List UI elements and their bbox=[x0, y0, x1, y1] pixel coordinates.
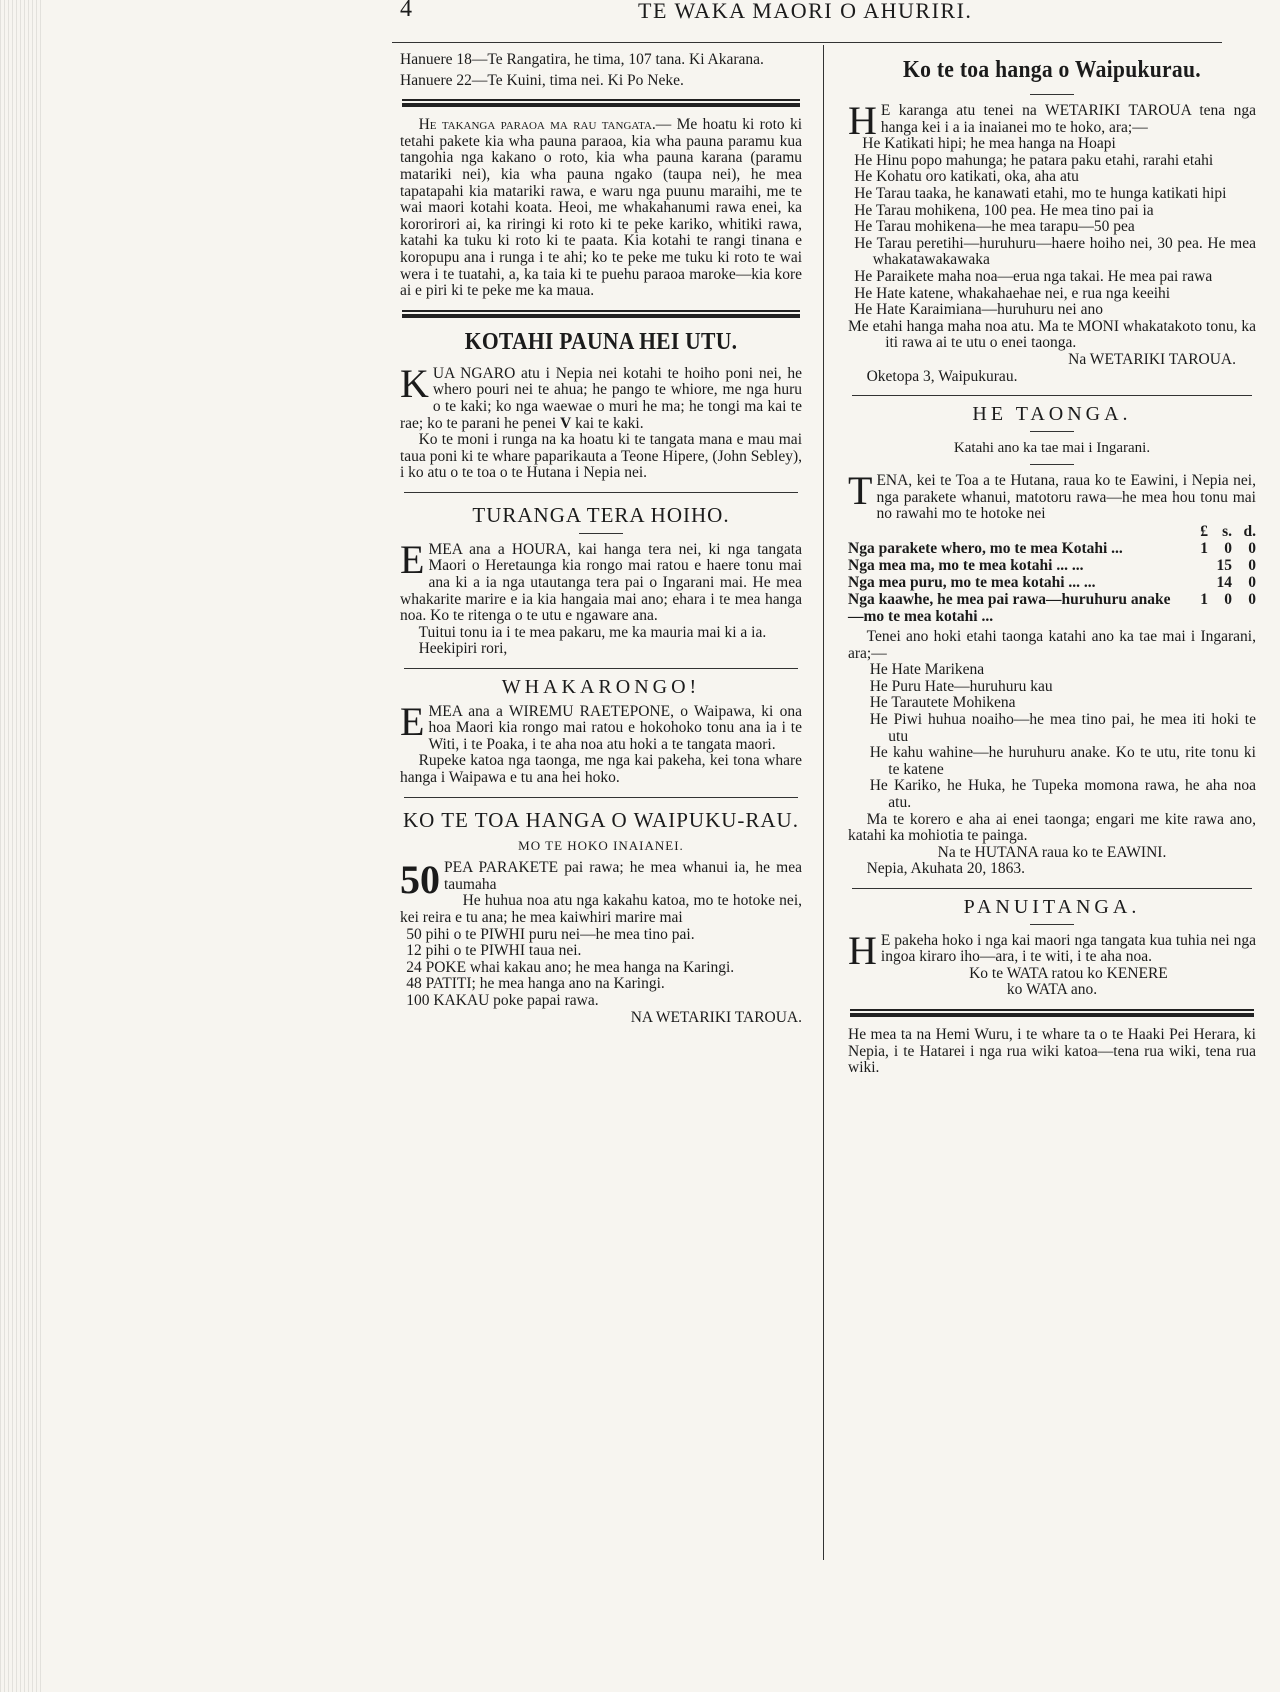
price-row bbox=[848, 557, 1256, 574]
double-rule bbox=[402, 310, 800, 318]
taonga-date: Nepia, Akuhata 20, 1863. bbox=[866, 860, 1026, 878]
binding-edge bbox=[0, 0, 42, 1692]
listen-notice bbox=[400, 676, 802, 787]
currency-shillings: s. bbox=[1222, 523, 1232, 541]
saddle-heading: TURANGA TERA HOIHO. bbox=[472, 502, 730, 527]
shipping-line: Hanuere 22—Te Kuini, tima nei. Ki Po Neke. bbox=[400, 71, 684, 89]
recipe-body: Me hoatu ki roto ki tetahi pakete kia wha pauna paraoa, kia wha pauna paramu kua tangohia nga kakano o roto, kia wha pauna karana (paramu matariki nei), kia wha pauna ngako (taupa nei), he mea tapatapahi kia matariki rawa, e waru nga puunu maraihi, me te wai maori kotahi koata. Heoi, me whakahanumi rawa enei, ka kororirori ai, ka riringi ki roto ki te peke kariko, whitiki rawa, katahi ka tuku ki roto ki te paata. Kia kotahi te rangi tinana e koropupu ana i runga i te ahi; ko te peke me tuku ki roto te wai wera i te tuatahi, a, ka taia ki te puehu paraoa maroke—kia kore ai e piri ki te peke me ka maua. bbox=[400, 116, 803, 300]
goods-item: He Katikati hipi; he mea hanga na Hoapi bbox=[862, 135, 1116, 153]
saddle-notice bbox=[400, 503, 802, 658]
price-item: Nga parakete whero, mo te mea Kotahi ... bbox=[848, 540, 1123, 558]
double-rule bbox=[850, 1009, 1254, 1017]
price-shillings: 0 bbox=[1224, 591, 1232, 609]
drop-cap: E bbox=[400, 536, 425, 582]
reward-terms: Ko te moni i runga na ka hoatu ki te tangata mana e mau mai taua poni ki te whare paparikauta a Teone Hipere, (John Sebley), i ko atu o te toa o te Hutana i Nepia nei. bbox=[400, 431, 802, 482]
goods-item: He Kohatu oro katikati, oka, aha atu bbox=[854, 168, 1079, 186]
currency-header bbox=[848, 523, 1256, 540]
goods-item: He Hinu popo mahunga; he patara paku etahi, rarahi etahi bbox=[854, 151, 1214, 169]
price-shillings: 0 bbox=[1224, 540, 1232, 558]
right-column bbox=[848, 52, 1256, 1077]
price-row bbox=[848, 574, 1256, 591]
recipe-article bbox=[400, 117, 802, 300]
drop-cap: T bbox=[848, 468, 873, 514]
price-table bbox=[848, 523, 1256, 625]
goods-item: He Hate Karaimiana—huruhuru nei ano bbox=[854, 301, 1103, 319]
price-pounds: 1 bbox=[1200, 540, 1208, 558]
taonga-item: He kahu wahine—he huruhuru anake. Ko te utu, rite tonu ki te katene bbox=[869, 744, 1256, 778]
taonga-item: He Piwi huhua noaiho—he mea tino pai, he mea iti hoki te utu bbox=[869, 711, 1256, 745]
drop-number: 50 bbox=[400, 857, 440, 903]
section-rule bbox=[852, 888, 1252, 889]
recipe-lead: He takanga paraoa ma rau tangata.— bbox=[418, 116, 672, 134]
store-subheading: MO TE HOKO INAIANEI. bbox=[518, 837, 684, 853]
drop-cap: H bbox=[848, 98, 877, 143]
store-notice bbox=[400, 808, 802, 1027]
store-item: 12 pihi o te PIWHI taua nei. bbox=[406, 942, 582, 960]
panuitanga-text: E pakeha hoko i nga kai maori nga tangata kua tuhia nei nga ingoa kiraro iho—ara, i te witi, i te aha noa. bbox=[880, 931, 1256, 966]
price-shillings: 14 bbox=[1216, 574, 1232, 592]
taonga-notice bbox=[848, 403, 1256, 878]
drop-cap: H bbox=[848, 927, 877, 973]
reward-notice bbox=[400, 328, 802, 482]
brand-mark: V bbox=[560, 414, 572, 432]
short-rule bbox=[579, 533, 623, 534]
store-intro: PEA PARAKETE pai rawa; he mea whanui ia, he mea taumaha bbox=[444, 859, 802, 893]
panuitanga-heading: PANUITANGA. bbox=[963, 895, 1141, 918]
page-header bbox=[392, 0, 1222, 24]
price-shillings: 15 bbox=[1216, 557, 1232, 575]
goods-item: He Tarau peretihi—huruhuru—haere hoiho nei, 30 pea. He mea whakatawakawaka bbox=[854, 234, 1256, 269]
price-pounds bbox=[1184, 557, 1208, 574]
currency-pounds: £ bbox=[1200, 523, 1208, 541]
left-column bbox=[400, 52, 802, 1026]
drop-cap: K bbox=[400, 360, 429, 406]
goods-item: He Tarau mohikena, 100 pea. He mea tino pai ia bbox=[854, 201, 1154, 219]
printer-imprint: He mea ta na Hemi Wuru, i te whare ta o te Haaki Pei Herara, ki Nepia, i te Hatarei i nga rua wiki katoa—tena rua wiki, tena rua wiki. bbox=[848, 1025, 1256, 1077]
store-item: 24 POKE whai kakau ano; he mea hanga na Karingi. bbox=[406, 958, 735, 976]
price-item: Nga mea puru, mo te mea kotahi ... ... bbox=[848, 574, 1096, 592]
goods-item: He Tarau mohikena—he mea tarapu—50 pea bbox=[854, 218, 1135, 236]
waipukurau-store bbox=[848, 56, 1256, 385]
waipukurau-intro: E karanga atu tenei na WETARIKI TAROUA tena nga hanga kei i a ia inaianei mo te hoko, ara;— bbox=[880, 102, 1256, 136]
double-rule bbox=[402, 99, 800, 107]
reward-heading: KOTAHI PAUNA HEI UTU. bbox=[464, 328, 738, 355]
price-pence: 0 bbox=[1248, 540, 1256, 558]
store-item: 100 KAKAU poke papai rawa. bbox=[406, 991, 599, 1009]
short-rule bbox=[1030, 464, 1074, 465]
price-pounds: 1 bbox=[1200, 591, 1208, 609]
reward-text-end: kai te kaki. bbox=[571, 414, 644, 432]
price-row bbox=[848, 591, 1256, 625]
taonga-signature: Na te HUTANA raua ko te EAWINI. bbox=[937, 843, 1167, 861]
store-signature: NA WETARIKI TAROUA. bbox=[630, 1008, 802, 1026]
price-pounds bbox=[1184, 574, 1208, 591]
section-rule bbox=[404, 668, 798, 669]
shipping-notices bbox=[400, 52, 802, 89]
section-rule bbox=[404, 797, 798, 798]
store-item: 48 PATITI; he mea hanga ano na Karingi. bbox=[406, 975, 665, 993]
section-rule bbox=[404, 492, 798, 493]
taonga-more: Tenei ano hoki etahi taonga katahi ano ka tae mai i Ingarani, ara;— bbox=[848, 628, 1256, 662]
waipukurau-date: Oketopa 3, Waipukurau. bbox=[866, 367, 1018, 385]
listen-heading: WHAKARONGO! bbox=[501, 676, 701, 699]
shipping-line: Hanuere 18—Te Rangatira, he tima, 107 tana. Ki Akarana. bbox=[400, 51, 764, 68]
store-clothing: He huhua noa atu nga kakahu katoa, mo te hotoke nei, kei reira e tu ana; he mea kaiwhiri marire mai bbox=[400, 892, 802, 926]
saddle-repair: Tuitui tonu ia i te mea pakaru, me ka mauria mai ki a ia. bbox=[418, 623, 767, 641]
newspaper-title: TE WAKA MAORI O AHURIRI. bbox=[638, 0, 973, 23]
taonga-outro: Ma te korero e aha ai enei taonga; engari me kite rawa ano, katahi ka mohiotia te painga. bbox=[848, 810, 1256, 845]
store-heading: KO TE TOA HANGA O WAIPUKU-RAU. bbox=[403, 807, 799, 832]
short-rule bbox=[1030, 431, 1074, 432]
taonga-item: He Tarautete Mohikena bbox=[869, 694, 1016, 712]
page-number: 4 bbox=[400, 0, 412, 22]
panuitanga-signature-2: ko WATA ano. bbox=[1006, 981, 1098, 999]
header-rule bbox=[392, 42, 1222, 43]
column-rule bbox=[823, 45, 824, 1560]
reward-text: UA NGARO atu i Nepia nei kotahi te hoiho poni nei, he whero pouri nei te ahua; he pango te whiore, me nga huru o te kaki; ko nga waewae o muri he ma; he tongi ma kai te rae; ko te parani he penei bbox=[400, 364, 802, 432]
section-rule bbox=[852, 395, 1252, 396]
price-pence: 0 bbox=[1248, 591, 1256, 609]
goods-item: He Paraikete maha noa—erua nga takai. He mea pai rawa bbox=[854, 267, 1213, 285]
waipukurau-signature: Na WETARIKI TAROUA. bbox=[1068, 350, 1236, 368]
goods-item: He Tarau taaka, he kanawati etahi, mo te hunga katikati hipi bbox=[854, 184, 1227, 202]
taonga-item: He Hate Marikena bbox=[869, 661, 985, 679]
panuitanga-signature: Ko te WATA ratou ko KENERE bbox=[969, 964, 1168, 982]
price-pence: 0 bbox=[1248, 574, 1256, 592]
saddle-text: MEA ana a HOURA, kai hanga tera nei, ki nga tangata Maori o Heretaunga kia rongo mai ratou e haere tonu mai ana ki a ia nga utautanga tera pai o Ingarani mai. He mea whakarite marire e ia kia hangaia mai ano; ehara i te mea hanga noa. Ko te ritenga o te utu e ngaware ana. bbox=[400, 540, 802, 625]
taonga-subheading: Katahi ano ka tae mai i Ingarani. bbox=[953, 439, 1151, 456]
price-pence: 0 bbox=[1248, 557, 1256, 575]
panuitanga-notice bbox=[848, 895, 1256, 999]
taonga-heading: HE TAONGA. bbox=[972, 403, 1132, 426]
drop-cap: E bbox=[400, 698, 425, 744]
currency-pence: d. bbox=[1243, 523, 1256, 541]
price-item: Nga mea ma, mo te mea kotahi ... ... bbox=[848, 557, 1084, 575]
saddle-signature: Heekipiri rori, bbox=[418, 640, 508, 658]
short-rule bbox=[1030, 94, 1074, 95]
short-rule bbox=[1030, 924, 1074, 925]
store-item: 50 pihi o te PIWHI puru nei—he mea tino pai. bbox=[406, 925, 695, 943]
goods-item: He Hate katene, whakahaehae nei, e rua nga keeihi bbox=[854, 284, 1171, 302]
taonga-intro: ENA, kei te Toa a te Hutana, raua ko te Eawini, i Nepia nei, nga parakete whanui, matotoru rawa—he mea hou tonu mai no rawahi mo te hotoke nei bbox=[876, 472, 1256, 523]
waipukurau-outro: Me etahi hanga maha noa atu. Ma te MONI whakatakoto tonu, ka iti rawa ai te utu o enei taonga. bbox=[848, 317, 1256, 352]
waipukurau-heading: Ko te toa hanga o Waipukurau. bbox=[903, 57, 1201, 83]
price-row bbox=[848, 540, 1256, 557]
listen-text: MEA ana a WIREMU RAETEPONE, o Waipawa, ki ona hoa Maori kia rongo mai ratou e hokohoko tonu ana ia i te Witi, i te Poaka, i te aha noa atu hoki a te tangata maori. bbox=[428, 702, 802, 753]
listen-goods: Rupeke katoa nga taonga, me nga kai pakeha, kei tona whare hanga i Waipawa e tu ana hei hoko. bbox=[400, 752, 802, 786]
taonga-item: He Kariko, he Huka, he Tupeka momona rawa, he aha noa atu. bbox=[869, 777, 1256, 811]
price-item: Nga kaawhe, he mea pai rawa—huruhuru anake—mo te mea kotahi ... bbox=[848, 591, 1171, 626]
taonga-item: He Puru Hate—huruhuru kau bbox=[869, 677, 1053, 695]
